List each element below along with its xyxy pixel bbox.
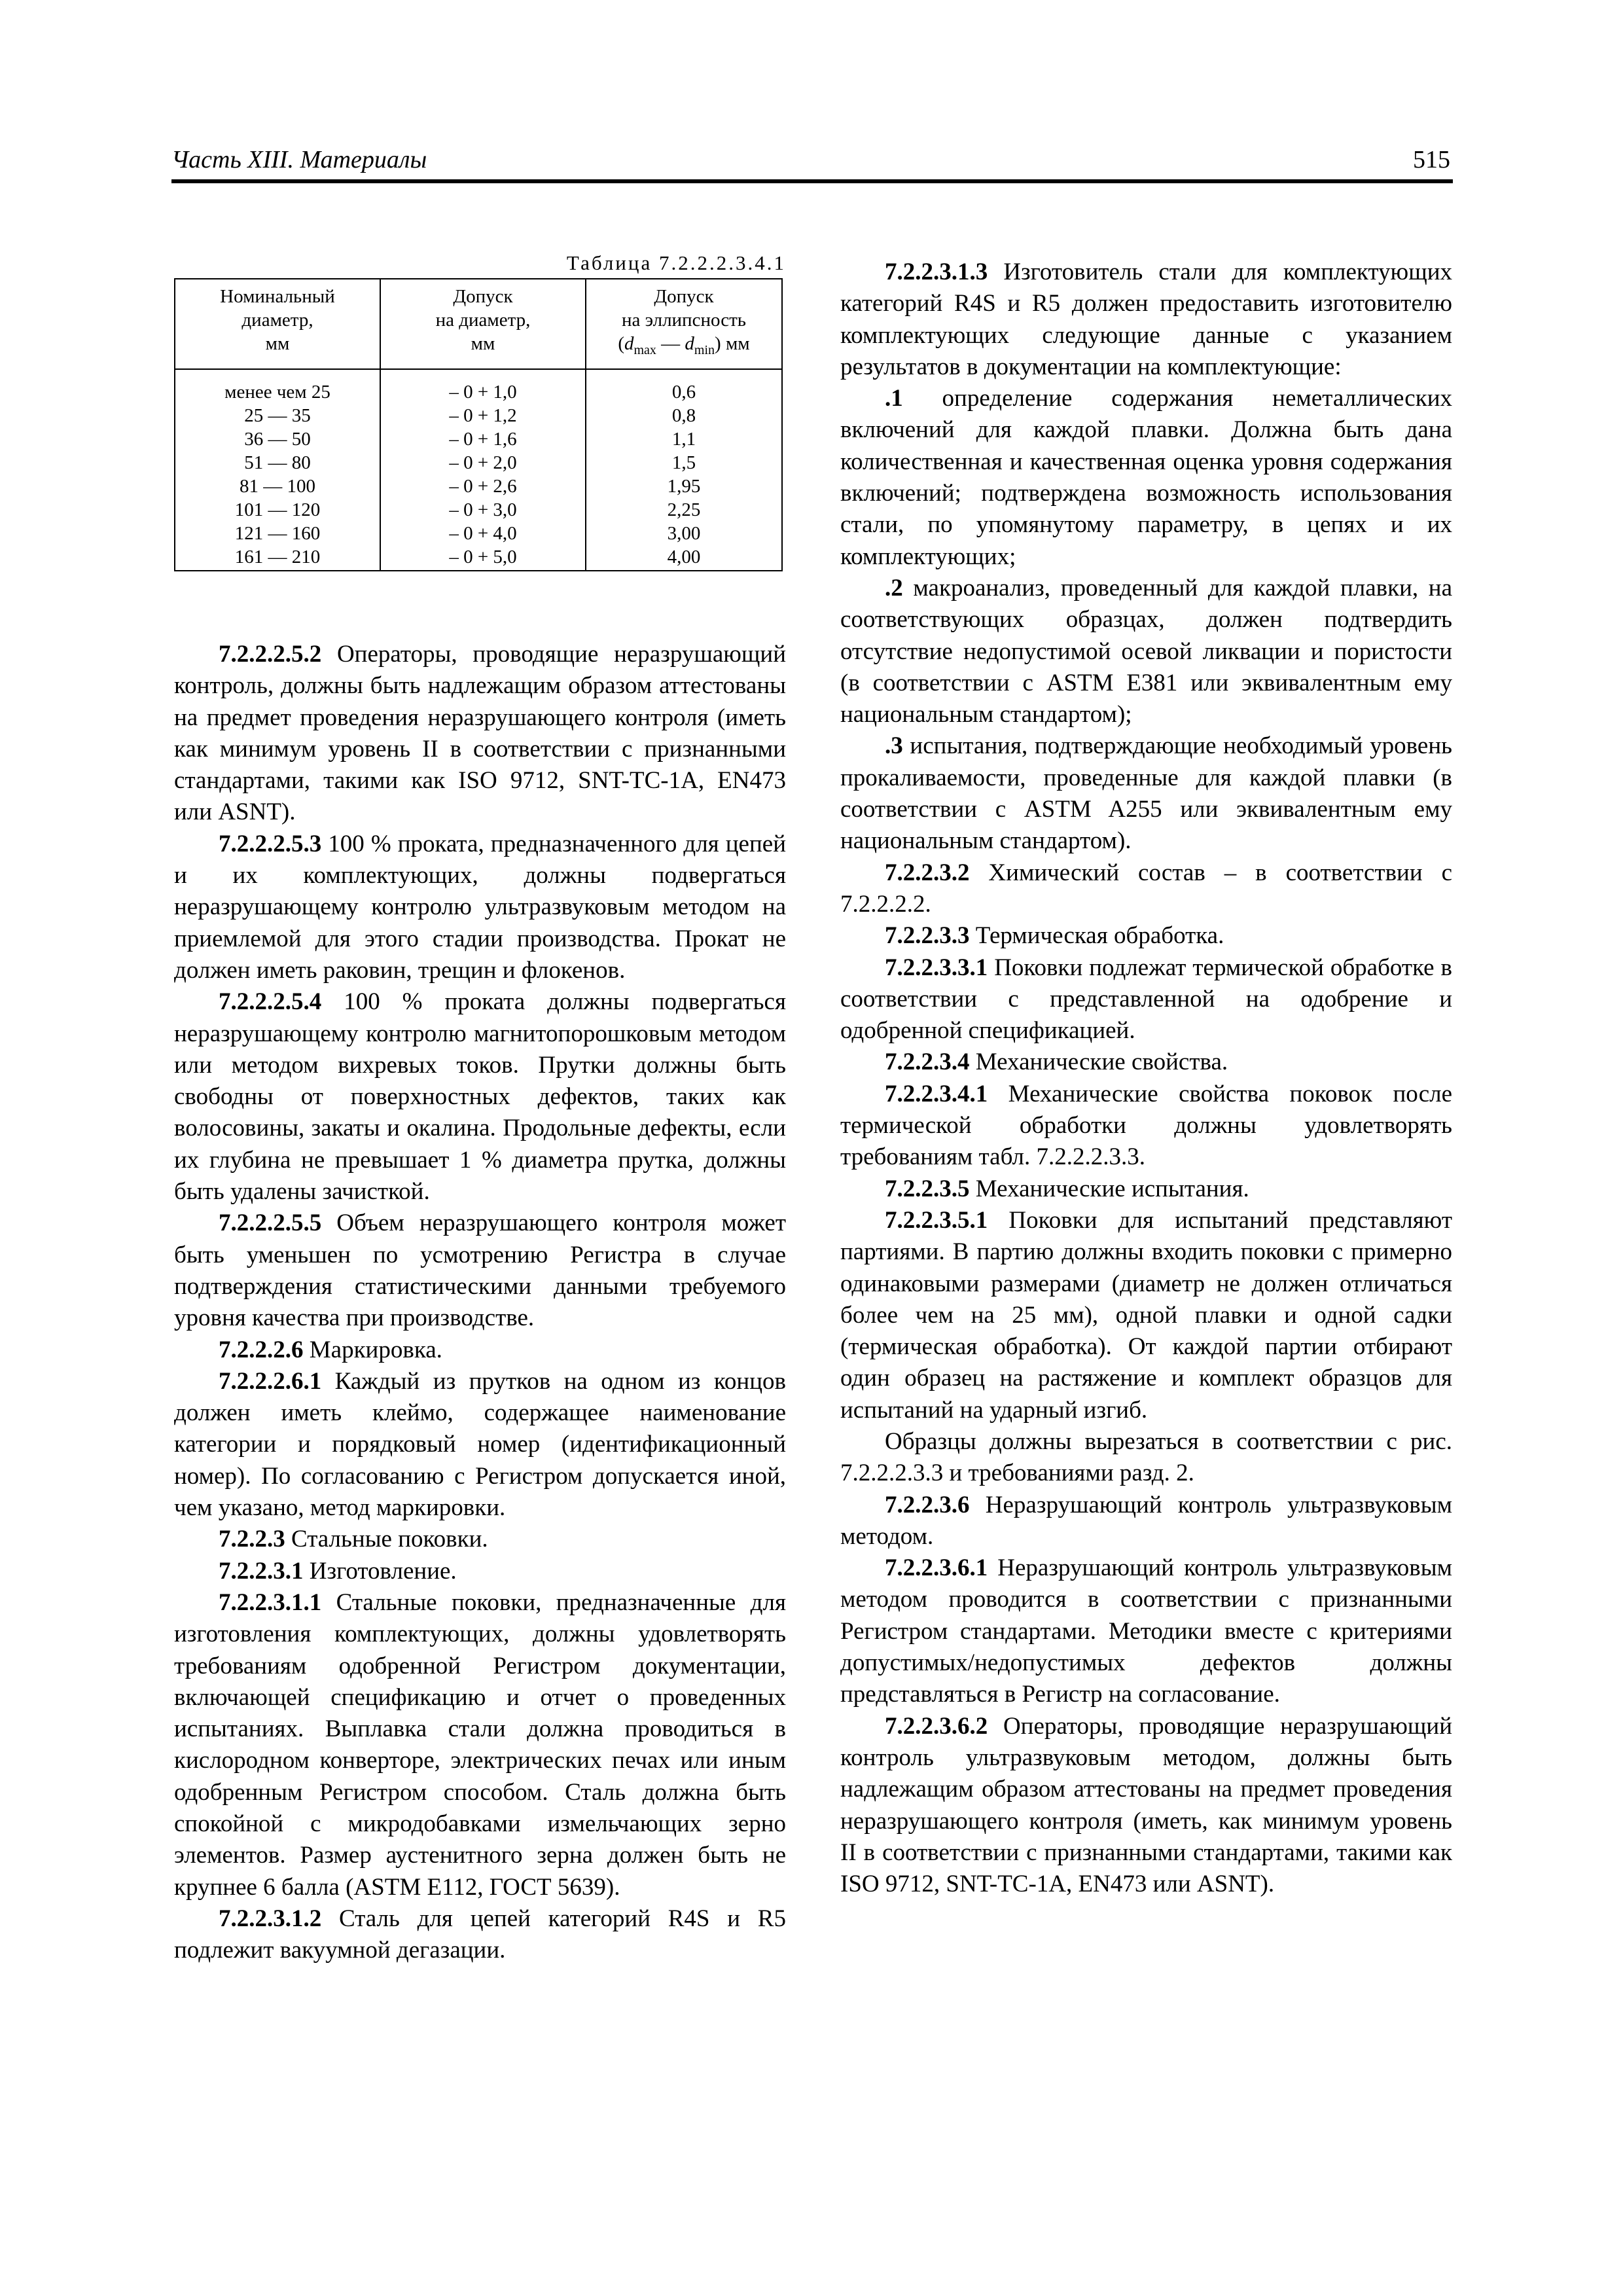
cell-tolerance: – 0 + 2,0 [380,451,586,475]
formula-part: — [656,333,685,354]
tolerance-table [174,278,783,571]
cell-diameter: 25 — 35 [175,404,380,427]
formula-part: ( [618,333,624,354]
clause-number: 7.2.2.3.6.2 [885,1712,988,1740]
header-line: мм [471,333,495,354]
clause-number: 7.2.2.3.1.2 [219,1905,322,1932]
right-column [840,257,1452,1900]
cell-diameter: 51 — 80 [175,451,380,475]
clause-number: 7.2.2.3 [219,1526,285,1553]
clause-text: Изготовление. [303,1557,457,1585]
clause-number: 7.2.2.3.4 [885,1049,970,1076]
clause-text: 100 % проката, предназначенного для цепей и их комплектующих, должны подвергаться неразрушающему контролю ультразвуковым методом на приемлемой для этого стадии производства. Прокат не должен иметь раковин, трещин и флокенов. [174,830,786,984]
clause-number: 7.2.2.3.3 [885,922,970,950]
header-line: Номинальный [220,286,335,307]
cell-ellipse: 1,95 [586,475,782,498]
table-row [175,451,782,475]
clause-text: Неразрушающий контроль ультразвуковым методом проводится в соответствии с признанными Регистром стандартами. Методики вместе с критериями допустимых/недопустимых дефектов должны представляться в Регистр на согласование. [840,1554,1452,1708]
clause-text: 100 % проката должны подвергаться неразрушающему контролю магнитопорошковым методом или методом вихревых токов. Прутки должны быть свободны от поверхностных дефектов, таких как волосовины, закаты и окалина. Продольные дефекты, если их глубина не превышает 1 % диаметра прутка, должны быть удалены зачисткой. [174,988,786,1206]
table-row [175,522,782,545]
clause-number: 7.2.2.2.5.3 [219,830,322,857]
formula-sub: min [694,342,715,357]
paragraph [174,986,786,1208]
header-nominal-diameter [175,279,380,369]
clause-text: испытания, подтверждающие необходимый уровень прокаливаемости, проведенные для каждой плавки (в соответствии с ASTM A255 или эквивалентным ему национальным стандартом). [840,732,1452,855]
cell-tolerance: – 0 + 1,2 [380,404,586,427]
paragraph [840,383,1452,573]
paragraph [840,257,1452,383]
table-row [175,404,782,427]
cell-ellipse: 0,6 [586,369,782,404]
part-title: Часть XIII. Материалы [171,146,427,173]
paragraph [174,1208,786,1334]
cell-ellipse: 1,1 [586,427,782,451]
clause-text: Стальные поковки. [285,1526,488,1553]
clause-text: Механические свойства поковок после термической обработки должны удовлетворять требованиям табл. 7.2.2.2.3.3. [840,1080,1452,1171]
cell-diameter: 81 — 100 [175,475,380,498]
clause-number: 7.2.2.2.6 [219,1336,304,1363]
clause-number: 7.2.2.2.5.4 [219,988,322,1016]
header-line: Допуск [654,286,714,307]
clause-text: Поковки подлежат термической обработке в соответствии с представленной на одобрение и одобренной спецификацией. [840,954,1452,1045]
header-line: на диаметр, [435,310,531,331]
paragraph [840,1552,1452,1710]
paragraph [840,1711,1452,1901]
clause-number: 7.2.2.3.4.1 [885,1080,988,1107]
paragraph [174,1335,786,1366]
paragraph [840,1205,1452,1426]
paragraph [840,1047,1452,1078]
clause-number: 7.2.2.3.2 [885,859,970,886]
clause-number: .1 [885,385,903,412]
cell-diameter: 121 — 160 [175,522,380,545]
clause-text: макроанализ, проведенный для каждой плавки, на соответствующих образцах, должен подтвердить отсутствие недопустимой осевой ликвации и пористости (в соответствии с ASTM E381 или эквивалентным ему национальным стандартом); [840,574,1452,728]
formula-part: ) мм [715,333,750,354]
clause-number: 7.2.2.2.6.1 [219,1367,322,1395]
clause-text: Сталь для цепей категорий R4S и R5 подлежит вакуумной дегазации. [174,1905,786,1964]
table-row [175,498,782,522]
formula-var: d [624,333,634,354]
clause-text: Неразрушающий контроль ультразвуковым методом. [840,1491,1452,1550]
clause-number: .3 [885,732,903,760]
cell-ellipse: 0,8 [586,404,782,427]
clause-text: Механические испытания. [969,1175,1249,1202]
clause-text: определение содержания неметаллических включений для каждой плавки. Должна быть дана количественная и качественная оценка уровня содержания включений; подтверждена возможность использования стали, по упомянутому параметру, в цепях и их комплектующих; [840,385,1452,570]
clause-text: Операторы, проводящие неразрушающий контроль, должны быть надлежащим образом аттестованы на предмет проведения неразрушающего контроля (иметь как минимум уровень II в соответствии с признанными стандартами, такими как ISO 9712, SNT-TC-1A, EN473 или ASNT). [174,641,786,826]
clause-text: Химический состав – в соответствии с 7.2.2.2.2. [840,859,1452,918]
cell-ellipse: 1,5 [586,451,782,475]
paragraph [174,639,786,829]
clause-text: Каждый из прутков на одном из концов должен иметь клеймо, содержащее наименование категории и порядковый номер (идентификационный номер). По согласованию с Регистром допускается иной, чем указано, метод маркировки. [174,1367,786,1522]
paragraph [174,1366,786,1524]
paragraph [174,829,786,986]
header-line: Допуск [453,286,513,307]
table-row [175,545,782,571]
cell-tolerance: – 0 + 1,6 [380,427,586,451]
clause-number: 7.2.2.3.3.1 [885,954,988,981]
cell-ellipse: 3,00 [586,522,782,545]
clause-text: Поковки для испытаний представляют партиями. В партию должны входить поковки с примерно одинаковыми размерами (диаметр не должен отличаться более чем на 25 мм), одной плавки и одной садки (термическая обработка). От каждой партии отбирают один образец на растяжение и комплект образцов для испытаний на ударный изгиб. [840,1206,1452,1424]
cell-diameter: менее чем 25 [175,369,380,404]
cell-tolerance: – 0 + 4,0 [380,522,586,545]
clause-number: 7.2.2.3.6 [885,1491,970,1518]
clause-number: .2 [885,574,903,601]
page-header [171,143,1453,183]
clause-number: 7.2.2.3.6.1 [885,1554,988,1582]
cell-diameter: 161 — 210 [175,545,380,571]
clause-text: Образцы должны вырезаться в соответствии с рис. 7.2.2.2.3.3 и требованиями разд. 2. [840,1427,1452,1487]
clause-text: Термическая обработка. [969,922,1224,950]
cell-tolerance: – 0 + 1,0 [380,369,586,404]
table-title: Таблица 7.2.2.2.3.4.1 [566,251,786,274]
header-line: на эллипсность [622,310,746,331]
paragraph [840,1174,1452,1205]
formula-var: d [685,333,694,354]
cell-diameter: 36 — 50 [175,427,380,451]
table-row [175,475,782,498]
clause-text: Маркировка. [303,1336,442,1363]
paragraph [840,573,1452,730]
paragraph [840,730,1452,857]
paragraph [840,1079,1452,1174]
paragraph [174,1524,786,1555]
paragraph [840,952,1452,1047]
clause-number: 7.2.2.3.1 [219,1557,304,1585]
paragraph [174,1556,786,1587]
clause-text: Операторы, проводящие неразрушающий контроль ультразвуковым методом, должны быть надлежащим образом аттестованы на предмет проведения неразрушающего контроля (иметь, как минимум уровень II в соответствии с признанными стандартами, такими как ISO 9712, SNT-TC-1A, EN473 или ASNT). [840,1712,1452,1898]
clause-text: Объем неразрушающего контроля может быть уменьшен по усмотрению Регистра в случае подтверждения статистическими данными требуемого уровня качества при производстве. [174,1210,786,1332]
clause-number: 7.2.2.3.1.1 [219,1588,322,1616]
clause-number: 7.2.2.3.5.1 [885,1206,988,1234]
cell-tolerance: – 0 + 5,0 [380,545,586,571]
header-line: диаметр, [241,310,313,331]
clause-text: Стальные поковки, предназначенные для изготовления комплектующих, должны удовлетворять требованиям одобренной Регистром документации, включающей спецификацию и отчет о проведенных испытаниях. Выплавка стали должна проводиться в кислородном конверторе, электрических печах или иным одобренным Регистром способом. Сталь должна быть спокойной с микродобавками измельчающих зерно элементов. Размер аустенитного зерна должен быть не крупнее 6 балла (ASTM E112, ГОСТ 5639). [174,1588,786,1901]
table-row [175,427,782,451]
table-row [175,369,782,404]
cell-ellipse: 2,25 [586,498,782,522]
cell-tolerance: – 0 + 3,0 [380,498,586,522]
clause-number: 7.2.2.2.5.5 [219,1210,322,1237]
page-number: 515 [1413,146,1450,173]
paragraph [174,1587,786,1903]
paragraph [174,1903,786,1967]
paragraph [840,920,1452,952]
header-diameter-tolerance [380,279,586,369]
clause-number: 7.2.2.2.5.2 [219,641,322,668]
clause-number: 7.2.2.3.1.3 [885,259,988,285]
header-ellipse-tolerance [586,279,782,369]
formula-sub: max [633,342,656,357]
cell-diameter: 101 — 120 [175,498,380,522]
clause-number: 7.2.2.3.5 [885,1175,970,1202]
left-column [174,639,786,1966]
paragraph [840,1490,1452,1553]
paragraph [840,857,1452,921]
header-formula [590,332,777,362]
clause-text: Механические свойства. [969,1049,1228,1076]
clause-text: Изготовитель стали для комплектующих категорий R4S и R5 должен предоставить изготовителю комплектующих следующие данные с указанием результатов в документации на комплектующие: [840,259,1452,380]
paragraph [840,1426,1452,1490]
table-header-row [175,279,782,369]
cell-ellipse: 4,00 [586,545,782,571]
cell-tolerance: – 0 + 2,6 [380,475,586,498]
header-line: мм [265,333,290,354]
